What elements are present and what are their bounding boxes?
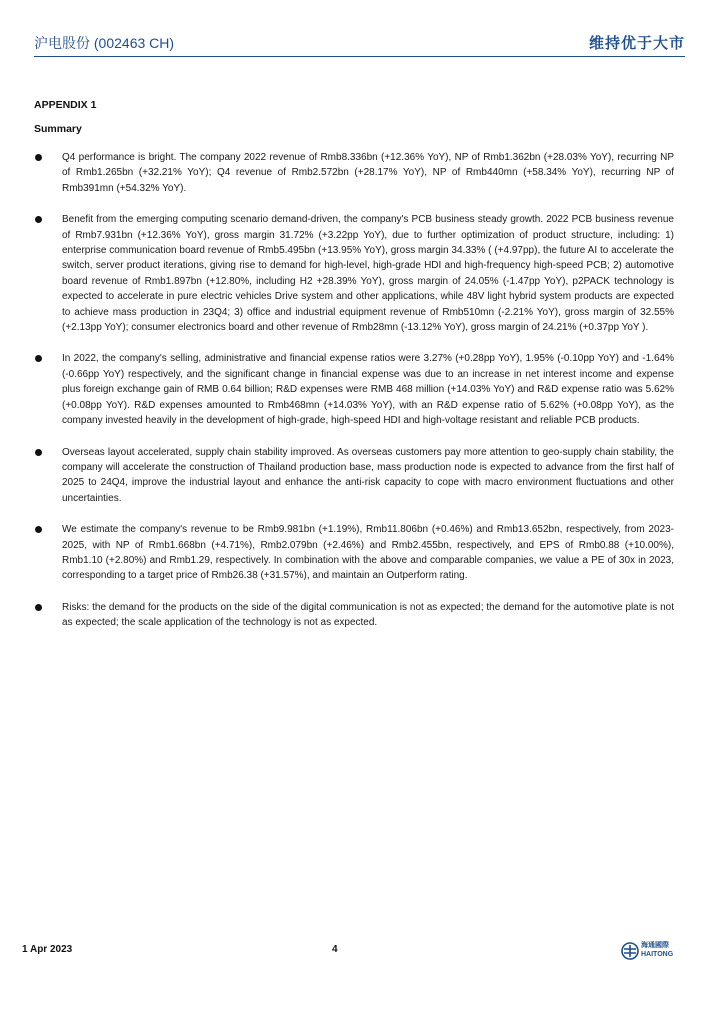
bullet-item [34, 445, 674, 507]
bullet-dot-icon [35, 526, 42, 533]
bullet-item [34, 212, 674, 335]
bullet-text: Risks: the demand for the products on the side of the digital communication is not as expected; the demand for the automotive plate is not as expected; the scale application of the technology is not as expected. [62, 601, 674, 629]
bullet-text: Q4 performance is bright. The company 2022 revenue of Rmb8.336bn (+12.36% YoY), NP of Rmb1.362bn (+28.03% YoY), recurring NP of Rmb1.265bn (+32.21% YoY); Q4 revenue of Rmb2.572bn (+28.17% YoY), NP of Rmb440mn (+58.34% YoY), recurring NP of Rmb391mn (+54.32% YoY). [62, 152, 674, 194]
bullet-text: Overseas layout accelerated, supply chain stability improved. As overseas customers pay more attention to geo-supply chain stability, the company will accelerate the construction of Thailand production base, mass production node is expected to advance from the first half of 2025 to 24Q4, improve the industrial layout and enhance the anti-risk capacity to cope with macro environment fluctuations and other uncertainties. [62, 446, 674, 504]
bullet-dot-icon [35, 355, 42, 362]
appendix-title: APPENDIX 1 [34, 99, 97, 111]
bullet-item [34, 522, 674, 584]
bullet-text: Benefit from the emerging computing scenario demand-driven, the company's PCB business steady growth. 2022 PCB business revenue of Rmb7.931bn (+12.36% YoY), gross margin 31.72% (+3.22pp YoY), due to further optimization of product structure, including: 1) enterprise communication board revenue of Rmb5.495bn (+13.95% YoY), gross margin 34.33% ( (+4.97pp), the future AI to accelerate the switch, server product iterations, giving rise to demand for high-level, high-grade HDI and high-frequency high-speed PCB; 2) automotive board revenue of Rmb1.897bn (+12.80%, including H2 +28.39% YoY), gross margin of 24.05% (-1.47pp YoY), p2PACK technology is expected to accelerate in pure electric vehicles Drive system and other applications, while 48V light hybrid system products are expected to achieve mass production in 23Q4; 3) office and industrial equipment revenue of Rmb510mn (-2.21% YoY), gross margin of 32.55% (+2.13pp YoY); consumer electronics board and other revenue of Rmb28mn (-13.12% YoY), gross margin of 24.21% (+0.37pp YoY ). [62, 214, 674, 334]
bullet-text: We estimate the company's revenue to be Rmb9.981bn (+1.19%), Rmb11.806bn (+0.46%) and Rmb13.652bn, respectively, from 2023-2025, with NP of Rmb1.668bn (+4.71%), Rmb2.079bn (+2.46%) and Rmb2.455bn, respectively, and EPS of Rmb0.88 (+10.00%), Rmb1.10 (+2.80%) and Rmb1.29, respectively. In combination with the above and comparable companies, we value a PE of 30x in 2023, corresponding to a target price of Rmb26.38 (+31.57%), and maintain an Outperform rating. [62, 524, 674, 582]
logo-text-cn: 海通國際 [641, 942, 669, 949]
bullet-dot-icon [35, 216, 42, 223]
stock-ticker-title: 沪电股份 (002463 CH) [34, 35, 175, 51]
summary-bullet-list [34, 150, 674, 647]
bullet-dot-icon [35, 604, 42, 611]
bullet-dot-icon [35, 154, 42, 161]
haitong-logo [621, 940, 681, 962]
bullet-item [34, 600, 674, 631]
rating-label: 维持优于大市 [588, 35, 685, 52]
logo-text [641, 941, 681, 959]
bullet-item [34, 351, 674, 428]
footer-date: 1 Apr 2023 [22, 944, 73, 955]
bullet-dot-icon [35, 449, 42, 456]
haitong-logo-icon [621, 942, 639, 960]
bullet-text: In 2022, the company's selling, administrative and financial expense ratios were 3.27% (+0.28pp YoY), 1.95% (-0.10pp YoY) and -1.64% (-0.66pp YoY) respectively, and the significant change in financial expense was due to an increase in net interest income and expense plus foreign exchange gain of RMB 0.64 billion; R&D expenses were RMB 468 million (+14.03% YoY) and R&D expense ratio was 5.62% (+0.08pp YoY). R&D expenses amounted to Rmb468mn (+14.03% YoY), with an R&D expense ratio of 5.62% (+0.08pp YoY), as the company invested heavily in the development of high-grade, high-speed HDI and high-voltage resistant and reliable PCB products. [62, 353, 674, 427]
bullet-item [34, 150, 674, 196]
logo-text-en: HAITONG [641, 951, 674, 958]
summary-title: Summary [34, 123, 82, 135]
page-number: 4 [332, 944, 338, 955]
page-header [34, 30, 685, 57]
